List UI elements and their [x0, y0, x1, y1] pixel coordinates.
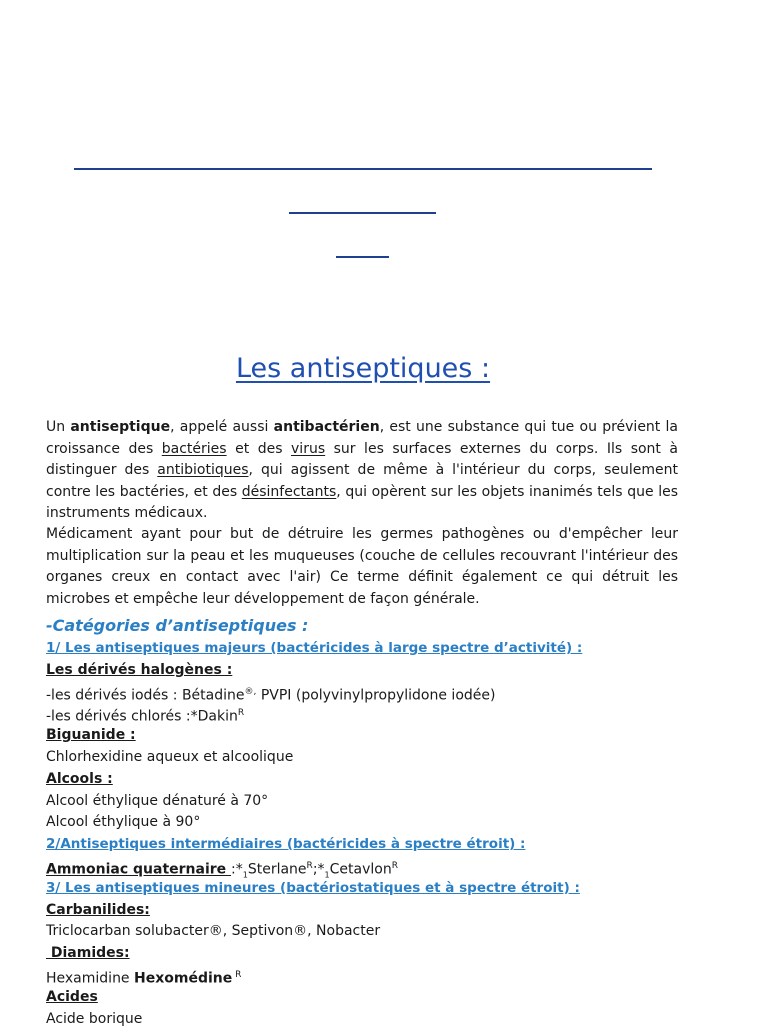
link-virus[interactable]: virus	[291, 440, 326, 457]
halogenes-heading: Les dérivés halogènes :	[46, 661, 233, 678]
link-antibiotiques[interactable]: antibiotiques	[157, 462, 249, 479]
section1-heading: 1/ Les antiseptiques majeurs (bactéricides à large spectre d’activité) :	[46, 640, 583, 656]
alcools-heading: Alcools :	[46, 770, 113, 787]
section2-heading: 2/Antiseptiques intermédiaires (bactéricides à spectre étroit) :	[46, 836, 526, 853]
diamides-heading: Diamides:	[46, 945, 130, 962]
intro-paragraph: Un antiseptique, appelé aussi antibactérien, est une substance qui tue ou prévient la croissance des bactéries et des virus sur les surfaces externes du corps. Ils sont à distinguer des antibiotiques, qui agissent de même à l'intérieur du corps, seulement contre les bactéries, et des désinfectants, qui opèrent sur les objets inanimés tels que les instruments médicaux.	[46, 419, 679, 522]
alcool70-item: Alcool éthylique dénaturé à 70°	[46, 792, 269, 809]
iodes-item: -les dérivés iodés : Bétadine®, PVPI (polyvinylpropylidone iodée)	[46, 686, 496, 704]
term-antiseptique: antiseptique	[70, 419, 171, 435]
page-title: Les antiseptiques :	[235, 353, 491, 384]
ammoniac-item: Ammoniac quaternaire $:*_1Sterlane^R;*_1Cetavlon^R$	[46, 860, 398, 880]
short-rule	[336, 256, 389, 258]
link-desinfectants[interactable]: désinfectants	[241, 483, 337, 500]
acides-heading: Acides	[46, 988, 98, 1005]
alcool90-item: Alcool éthylique à 90°	[46, 814, 201, 831]
chlores-item: -les dérivés chlorés :*Dakin$^R$	[46, 708, 245, 726]
triclocarban-item: Triclocarban solubacter®, Septivon®, Nobacter	[46, 923, 381, 940]
term-antibacterien: antibactérien	[273, 419, 380, 435]
definition-paragraph: Médicament ayant pour but de détruire les germes pathogènes ou d'empêcher leur multiplication sur la peau et les muqueuses (couche de cellules recouvrant l'intérieur des organes creux en contact avec l'air) Ce terme définit également ce qui détruit les microbes et empêche leur développement de façon générale.	[46, 526, 678, 607]
section3-heading: 3/ Les antiseptiques mineures (bactériostatiques et à spectre étroit) :	[46, 879, 580, 896]
top-rule	[74, 168, 652, 170]
categories-title: -Catégories d’antiseptiques :	[46, 616, 309, 635]
biguanide-heading: Biguanide :	[46, 727, 136, 744]
middle-rule	[289, 212, 436, 214]
link-bacteries[interactable]: bactéries	[161, 440, 227, 457]
categories-list	[46, 614, 726, 1030]
hexamidine-item: Hexamidine Hexomédine $^R$	[46, 969, 242, 987]
chlorhexidine-item: Chlorhexidine aqueux et alcoolique	[46, 748, 294, 765]
carbanilides-heading: Carbanilides:	[46, 901, 150, 918]
acide-borique-item: Acide borique	[46, 1010, 143, 1027]
